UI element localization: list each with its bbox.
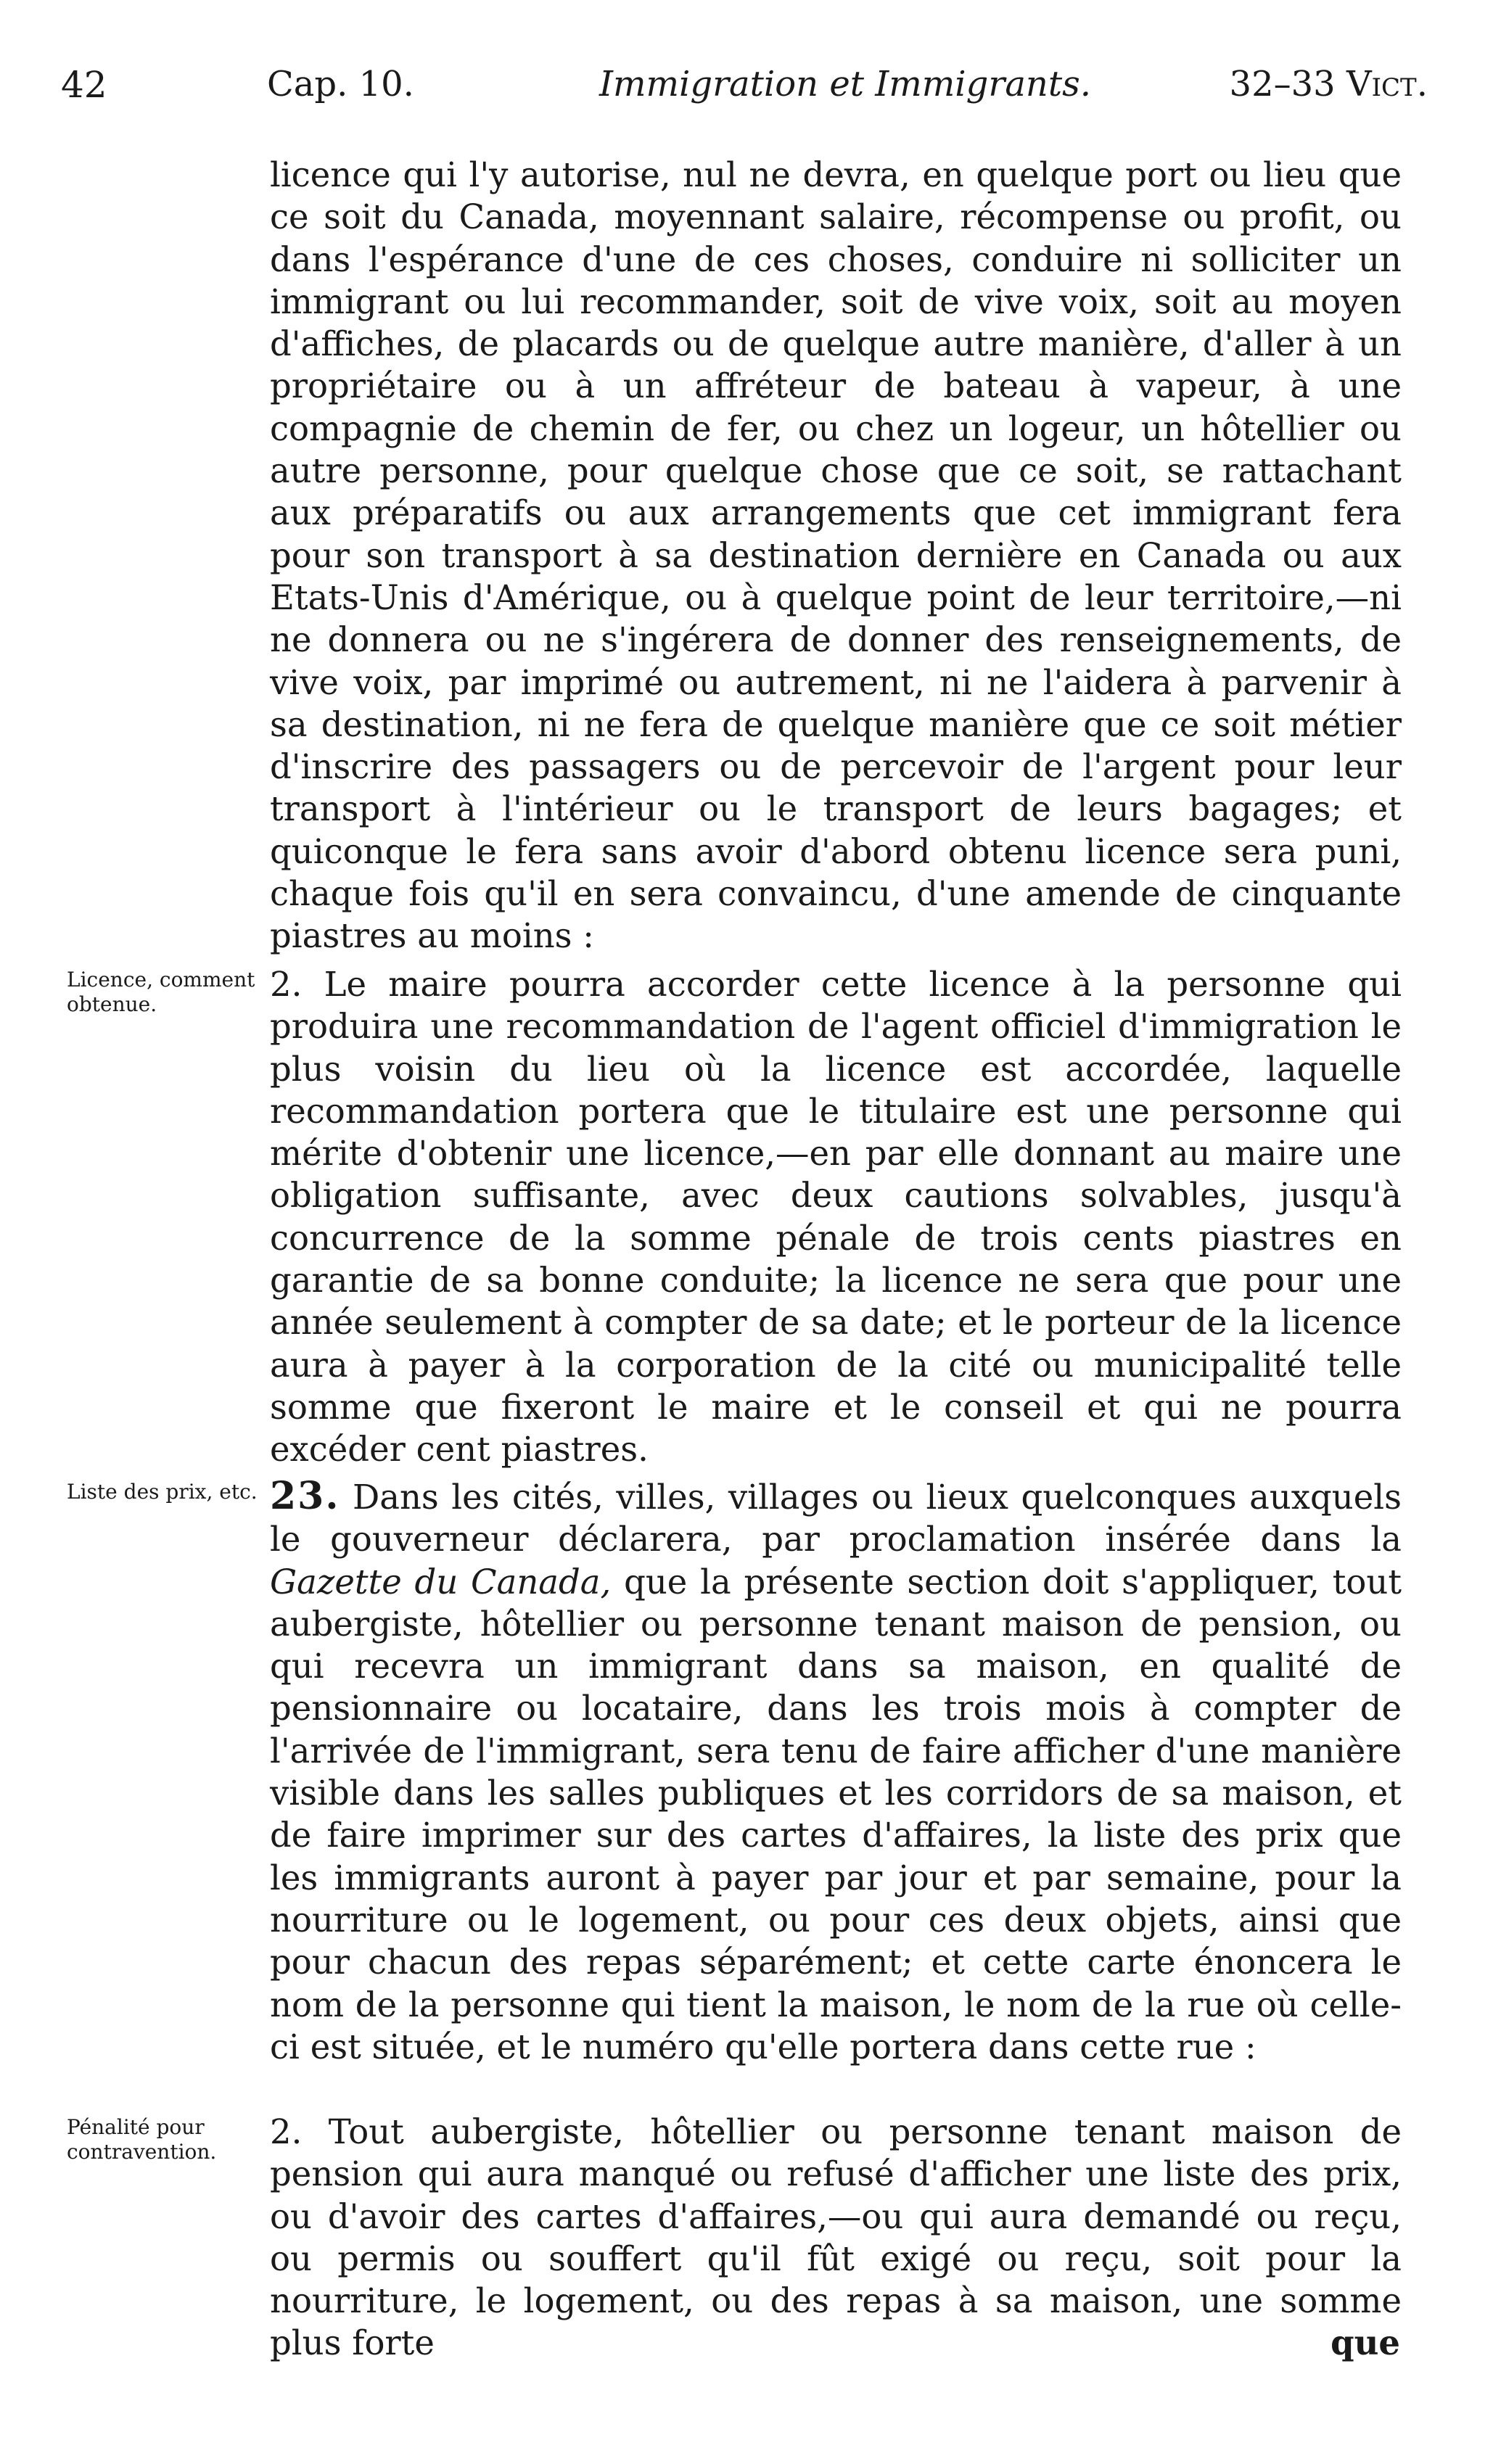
section-23-text-part-2: que la présente section doit s'appliquer, tout aubergiste, hôtellier ou personne tenant maison de pension, ou qui recevra un immigrant dans sa maison, en qualité de pensionnaire ou locataire, dans les trois mois à compter de l'arrivée de l'immigrant, sera tenu de faire afficher d'une manière visible dans les salles publiques et les corridors de sa maison, et de faire imprimer sur des cartes d'affaires, la liste des prix que les immigrants auront à payer par jour et par semaine, pour la nourriture ou le logement, ou pour ces deux objets, ainsi que pour chacun des repas séparément; et cette carte énoncera le nom de la personne qui tient la maison, le nom de la rue où celle-ci est située, et le numéro qu'elle portera dans cette rue : <box>270 1562 1402 2067</box>
margin-note-price-list: Liste des prix, etc. <box>67 1480 258 1504</box>
page-number: 42 <box>61 64 107 106</box>
regnal-year: 32–33 Vict. <box>1229 64 1428 104</box>
margin-note-penalty: Pénalité pour contravention. <box>67 2115 217 2164</box>
running-title: Immigration et Immigrants. <box>599 64 1092 104</box>
chapter-label: Cap. 10. <box>267 64 414 104</box>
gazette-title: Gazette du Canada, <box>270 1562 612 1602</box>
paragraph-licence-requirement: licence qui l'y autorise, nul ne devra, en quelque port ou lieu que ce soit du Canada, moyennant salaire, récompense ou profit, ou dans l'espérance d'une de ces choses, conduire ni solliciter un immigrant ou lui recommander, soit de vive voix, soit au moyen d'affiches, de placards ou de quelque autre manière, d'aller à un propriétaire ou à un affréteur de bateau à vapeur, à une compagnie de chemin de fer, ou chez un logeur, un hôtellier ou autre personne, pour quelque chose que ce soit, se rattachant aux préparatifs ou aux arrangements que cet immigrant fera pour son transport à sa destination dernière en Canada ou aux Etats-Unis d'Amérique, ou à quelque point de leur territoire,—ni ne donnera ou ne s'ingérera de donner des renseignements, de vive voix, par imprimé ou autrement, ni ne l'aidera à parvenir à sa destination, ni ne fera de quelque manière que ce soit métier d'inscrire des passagers ou de percevoir de l'argent pour leur transport à l'intérieur ou le transport de leurs bagages; et quiconque le fera sans avoir d'abord obtenu licence sera puni, chaque fois qu'il en sera convaincu, d'une amende de cinquante piastres au moins : <box>270 155 1402 956</box>
section-23-text-part-1: Dans les cités, villes, villages ou lieux quelconques auxquels le gouverneur déclarera, par proclamation insérée dans la <box>270 1478 1402 1559</box>
margin-note-licence: Licence, comment obtenue. <box>67 968 255 1016</box>
running-header <box>61 64 1428 115</box>
section-number: 23. <box>270 1474 340 1518</box>
catchword: que <box>1330 2323 1400 2362</box>
paragraph-section-23 <box>270 1475 1402 2068</box>
paragraph-penalty: 2. Tout aubergiste, hôtellier ou personne tenant maison de pension qui aura manqué ou refusé d'afficher une liste des prix, ou d'avoir des cartes d'affaires,—ou qui aura demandé ou reçu, ou permis ou souffert qu'il fût exigé ou reçu, soit pour la nourriture, le logement, ou des repas à sa maison, une somme plus forte <box>270 2112 1402 2363</box>
paragraph-mayor-licence: 2. Le maire pourra accorder cette licence à la personne qui produira une recommandation de l'agent officiel d'immigration le plus voisin du lieu où la licence est accordée, laquelle recommandation portera que le titulaire est une personne qui mérite d'obtenir une licence,—en par elle donnant au maire une obligation suffisante, avec deux cautions solvables, jusqu'à concurrence de la somme pénale de trois cents piastres en garantie de sa bonne conduite; la licence ne sera que pour une année seulement à compter de sa date; et le porteur de la licence aura à payer à la corporation de la cité ou municipalité telle somme que fixeront le maire et le conseil et qui ne pourra excéder cent piastres. <box>270 965 1402 1470</box>
